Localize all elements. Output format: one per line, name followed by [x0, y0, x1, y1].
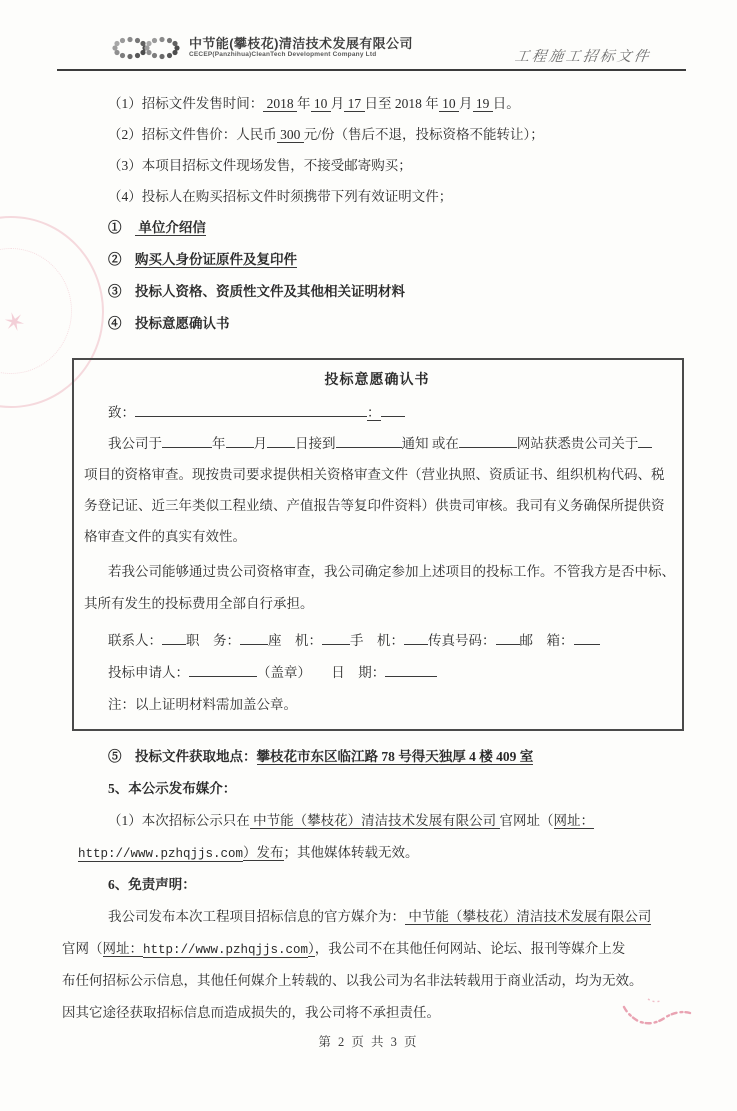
- text-segment: 因其它途径获取招标信息而造成损失的，我公司将不承担责任。: [62, 1005, 440, 1020]
- text-segment: 投标申请人：: [108, 665, 189, 680]
- attachment-item-4: [62, 308, 678, 340]
- attachment-item-1: [62, 212, 678, 244]
- text-segment: ）发布: [243, 845, 284, 860]
- text-segment: （1）本次招标公示只在: [108, 813, 250, 828]
- note-line: [84, 689, 670, 721]
- blank-field: [381, 402, 405, 417]
- text-segment: 日接到: [295, 436, 336, 451]
- text-segment: 座 机：: [268, 633, 322, 648]
- text-segment: 我公司于: [108, 436, 162, 451]
- text-segment: ，我公司不在其他任何网站、论坛、报刊等媒介上发: [314, 941, 626, 956]
- text-segment: ③: [108, 284, 135, 299]
- red-stamp-star-icon: ✶: [0, 305, 30, 341]
- text-segment: 300: [276, 127, 304, 142]
- text-segment: ）: [308, 941, 315, 956]
- text-segment: 网站获悉贵公司关于: [516, 436, 639, 451]
- header: [112, 36, 413, 60]
- blank-field: [322, 630, 350, 645]
- text-segment: 官网（: [62, 941, 103, 956]
- text-segment: 投标人资格、资质性文件及其他相关证明材料: [135, 284, 405, 299]
- blank-field: [459, 433, 517, 448]
- text-segment: 我公司发布本次工程项目招标信息的官方媒介为：: [108, 909, 405, 924]
- to-line: [84, 398, 670, 428]
- section-6-line: [62, 965, 678, 997]
- text-segment: 中节能（攀枝花）清洁技术发展有限公司: [405, 909, 652, 924]
- text-segment: （3）本项目招标文件现场发售，不接受邮寄购买；: [108, 158, 412, 173]
- notice-item-3: [62, 150, 678, 181]
- text-segment: （2）招标文件售价：人民币: [108, 127, 277, 142]
- attachment-item-2: [62, 244, 678, 276]
- text-segment: 邮 箱：: [519, 633, 574, 648]
- blank-field: [135, 402, 367, 417]
- text-segment: 中节能（攀枝花）清洁技术发展有限公司: [249, 813, 500, 828]
- text-segment: 格审查文件的真实有效性。: [84, 529, 246, 544]
- text-segment: 布任何招标公示信息，其他任何媒介上转载的、以我公司为名非法转载用于商业活动，均为无效。: [62, 973, 643, 988]
- company-name-en: CECEP(Panzhihua)CleanTech Development Company Ltd: [189, 51, 377, 58]
- text-segment: 月: [253, 436, 267, 451]
- text-segment: 17: [344, 96, 365, 111]
- text-segment: 职 务：: [186, 633, 240, 648]
- text-segment: 手 机：: [350, 633, 404, 648]
- text-segment: ；其他媒体转载无效。: [283, 845, 419, 860]
- text-segment: 若我公司能够通过贵公司资格审查，我公司确定参加上述项目的投标工作。不管我方是否中标、: [108, 564, 675, 579]
- text-segment: 日至 2018 年: [364, 96, 439, 111]
- doc-type-label: 工程施工招标文件: [513, 49, 652, 65]
- text-segment: ：: [367, 405, 381, 420]
- text-segment: 投标意愿确认书: [135, 316, 230, 331]
- text-segment: 联系人：: [108, 633, 162, 648]
- text-segment: 务登记证、近三年类似工程业绩、产值报告等复印件资料）供贵司审核。我司有义务确保所提供资: [84, 498, 665, 513]
- section-6-heading: 6、免责声明：: [108, 877, 196, 892]
- blank-field: [240, 630, 268, 645]
- box-paragraph-line: [84, 556, 675, 588]
- text-segment: 注：以上证明材料需加盖公章。: [108, 697, 297, 712]
- text-segment: 10: [310, 96, 331, 111]
- page-footer: 第 2 页 共 3 页: [318, 1035, 419, 1049]
- text-segment: 单位介绍信: [135, 220, 206, 235]
- section-6-line: [62, 901, 678, 933]
- header-rule: [57, 69, 686, 71]
- text-segment: （盖章） 日 期：: [257, 665, 386, 680]
- text-segment: 月: [330, 96, 345, 111]
- blank-field: [267, 433, 295, 448]
- attachment-item-3: [62, 276, 678, 308]
- box-paragraph-line: [84, 588, 670, 620]
- box-paragraph-line: [84, 521, 670, 552]
- text-segment: 其所有发生的投标费用全部自行承担。: [84, 596, 314, 611]
- blank-field: [162, 630, 186, 645]
- blank-field: [496, 630, 520, 645]
- blank-field: [385, 662, 437, 677]
- blank-field: [226, 433, 254, 448]
- box-paragraph-line: [84, 490, 670, 521]
- text-segment: （4）投标人在购买招标文件时须携带下列有效证明文件；: [108, 189, 453, 204]
- blank-field: [404, 630, 428, 645]
- company-name-cn: 中节能(攀枝花)清洁技术发展有限公司: [189, 36, 413, 51]
- text-segment: 年: [212, 436, 226, 451]
- confirmation-box-title: 投标意愿确认书: [324, 373, 430, 388]
- blank-field: [574, 630, 600, 645]
- text-segment: 购买人身份证原件及复印件: [135, 252, 297, 267]
- attachment-item-5: [62, 741, 678, 773]
- text-segment: 10: [438, 96, 459, 111]
- notice-item-1: [62, 88, 678, 119]
- section-6-line: [62, 933, 678, 965]
- text-segment: 致：: [108, 405, 135, 420]
- text-segment: 攀枝花市东区临江路 78 号得天独厚 4 楼 409 室: [256, 749, 534, 764]
- notice-item-2: [62, 119, 678, 150]
- company-logo-icon: [112, 36, 182, 60]
- contact-line: [84, 624, 670, 657]
- text-segment: 月: [459, 96, 473, 111]
- blank-field: [638, 433, 652, 448]
- blank-field: [336, 433, 402, 448]
- text-segment: http://www.pzhqjjs.com: [78, 847, 244, 861]
- section-5-heading: 5、本公示发布媒介：: [108, 781, 237, 796]
- text-segment: 通知 或在: [401, 436, 459, 451]
- notice-item-4: [62, 181, 678, 212]
- text-segment: http://www.pzhqjjs.com: [143, 943, 309, 957]
- box-paragraph-line: [84, 459, 670, 490]
- text-segment: 官网址（: [499, 813, 554, 828]
- section-5-line: [62, 837, 678, 869]
- company-name-block: [189, 37, 413, 59]
- text-segment: 网址：: [102, 941, 143, 956]
- text-segment: ④: [108, 316, 135, 331]
- text-segment: ①: [108, 220, 135, 235]
- section-6-line: [62, 997, 678, 1029]
- text-segment: 网址：: [553, 813, 594, 828]
- text-segment: 2018: [263, 96, 297, 111]
- text-segment: ②: [108, 252, 135, 267]
- applicant-line: [84, 657, 670, 689]
- blank-field: [189, 662, 257, 677]
- blank-field: [162, 433, 212, 448]
- confirmation-box: [72, 358, 684, 731]
- section-5-line: [62, 805, 678, 837]
- text-segment: （1）招标文件发售时间：: [108, 96, 264, 111]
- document-body: [62, 88, 678, 1029]
- text-segment: ⑤ 投标文件获取地点：: [108, 749, 257, 764]
- text-segment: 19: [472, 96, 493, 111]
- text-segment: 日。: [492, 96, 520, 111]
- box-paragraph-line: [84, 428, 670, 459]
- text-segment: 项目的资格审查。现按贵司要求提供相关资格审查文件（营业执照、资质证书、组织机构代码、税: [84, 467, 665, 482]
- text-segment: 传真号码：: [428, 633, 496, 648]
- text-segment: 年: [297, 96, 311, 111]
- text-segment: 元/份（售后不退，投标资格不能转让）；: [303, 127, 544, 142]
